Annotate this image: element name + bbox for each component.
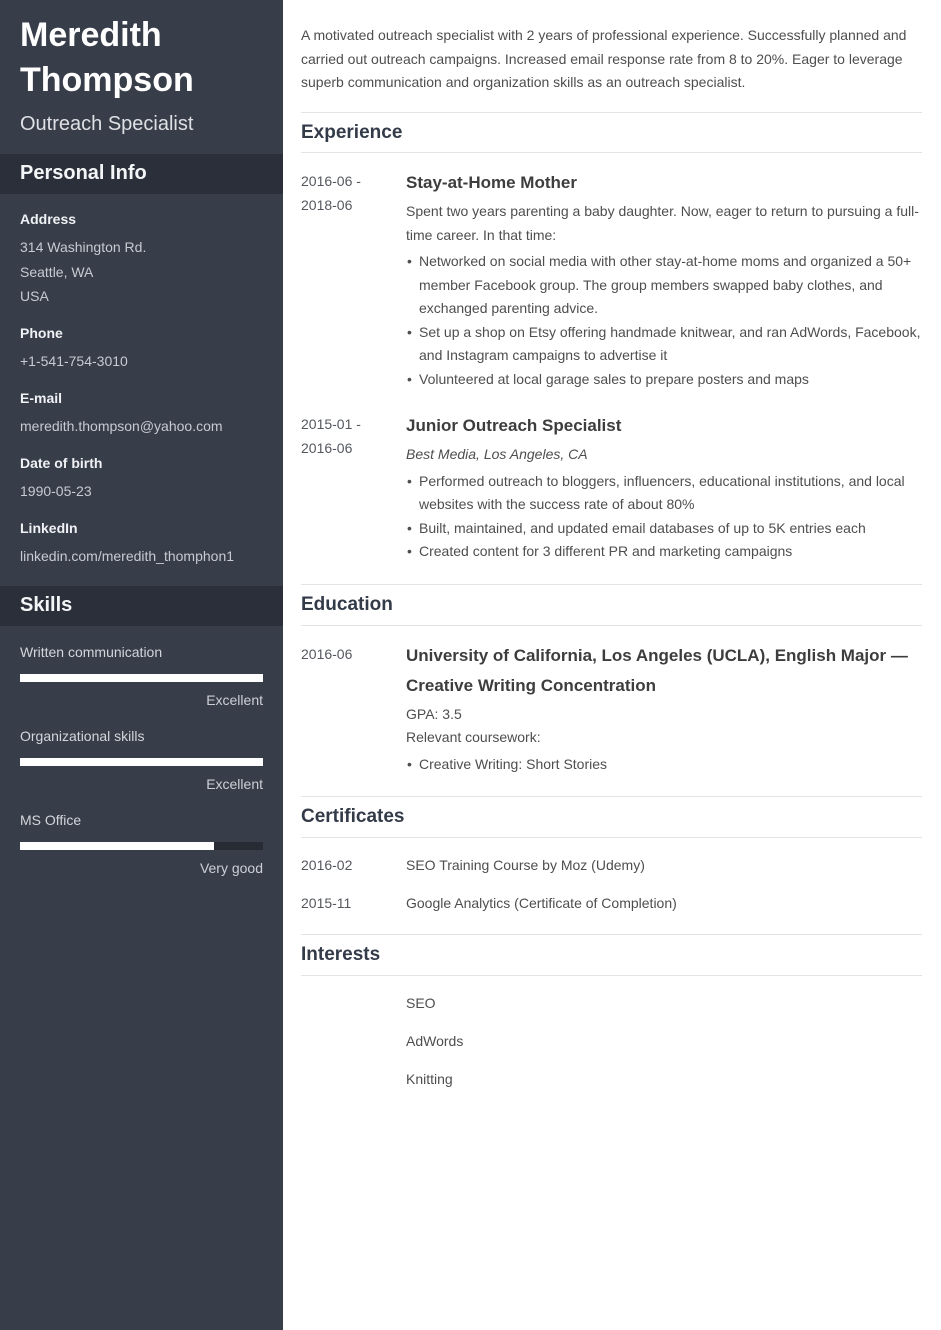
entry-date-from: 2015-01 - [301,416,361,433]
info-value: +1-541-754-3010 [20,352,128,369]
entry-date-from: 2016-06 - [301,173,361,190]
entry-company: Best Media, Los Angeles, CA [406,445,588,462]
skill-name: Written communication [20,643,163,660]
candidate-job-title: Outreach Specialist [20,113,194,136]
interest-date-spacer [301,1031,406,1052]
resume-sidebar [0,0,283,1330]
entry-bullet-list [406,250,922,391]
certificate-title: SEO Training Course by Moz (Udemy) [406,857,645,874]
entry-bullet: • Performed outreach to bloggers, influencers, educational institutions, and local websites with the success rate of about 80% [406,470,922,517]
entry-body [406,411,922,563]
section-experience [301,112,922,584]
interest-date-spacer [301,993,406,1014]
entry-bullet: • Created content for 3 different PR and marketing campaigns [406,540,922,564]
info-group-address [0,209,283,307]
entry-date-to: 2016-06 [301,439,353,456]
certificate-row [301,893,922,914]
info-label: Address [20,211,77,228]
section-heading-experience: Experience [301,112,922,154]
interest-item: SEO [406,995,436,1012]
certificate-date: 2015-11 [301,895,352,912]
info-group-phone [0,323,283,373]
entry-gpa: GPA: 3.5 [406,705,462,722]
entry-date-range [301,168,406,391]
interest-item: AdWords [406,1033,464,1050]
resume-main [283,0,941,1330]
certificate-row [301,855,922,876]
info-label: Date of birth [20,454,103,471]
personal-info-heading: Personal Info [0,154,283,194]
interest-item: Knitting [406,1071,453,1088]
info-value: meredith.thompson@yahoo.com [20,417,223,434]
entry-bullet: • Creative Writing: Short Stories [406,753,922,777]
section-interests [301,934,922,1110]
entry-body [406,641,922,777]
certificate-date: 2016-02 [301,857,353,874]
entry-title: Stay-at-Home Mother [406,173,577,193]
skill-bar [20,674,263,682]
section-heading-certificates: Certificates [301,796,922,838]
info-label: E-mail [20,389,63,406]
info-group-email [0,388,283,438]
skill-name: MS Office [20,812,82,829]
entry-bullet: • Built, maintained, and updated email databases of up to 5K entries each [406,517,922,541]
info-value: USA [20,287,49,304]
info-value: Seattle, WA [20,263,94,280]
interest-row [301,993,922,1014]
certificate-title: Google Analytics (Certificate of Completion) [406,895,677,912]
entry-bullet: • Volunteered at local garage sales to prepare posters and maps [406,368,922,392]
skill-bar [20,758,263,766]
section-education [301,584,922,797]
info-value: linkedin.com/meredith_thomphon1 [20,547,235,564]
certificates-body [301,855,922,934]
info-value: 314 Washington Rd. [20,239,147,256]
skill-item [0,811,283,878]
interests-body [301,993,922,1110]
entry-date-range [301,411,406,563]
education-entry [301,641,922,777]
skill-name: Organizational skills [20,728,145,745]
section-heading-education: Education [301,584,922,626]
candidate-name: Meredith Thompson [20,16,194,100]
skill-item [0,643,283,710]
skill-level: Excellent [206,691,263,708]
skill-level: Very good [199,859,263,876]
info-label: Phone [20,324,63,341]
interest-date-spacer [301,1069,406,1090]
section-heading-interests: Interests [301,934,922,976]
info-group-date-of-birth [0,453,283,503]
entry-date-to: 2018-06 [301,197,353,214]
entry-title: Junior Outreach Specialist [406,416,622,436]
entry-date-range [301,641,406,777]
entry-bullet: • Set up a shop on Etsy offering handmade knitwear, and ran AdWords, Facebook, and Instagram campaigns to advertise it [406,321,922,368]
entry-coursework-label: Relevant coursework: [406,729,541,746]
skill-bar-fill [20,842,214,850]
skill-bar [20,842,263,850]
info-label: LinkedIn [20,519,78,536]
interest-row [301,1069,922,1090]
education-body [301,641,922,797]
skill-bar-fill [20,674,263,682]
info-group-linkedin [0,518,283,568]
section-certificates [301,796,922,934]
interest-row [301,1031,922,1052]
skill-bar-fill [20,758,263,766]
experience-entry [301,411,922,563]
entry-date: 2016-06 [301,645,353,662]
entry-bullet-list [406,753,922,777]
summary-text: A motivated outreach specialist with 2 years of professional experience. Successfully planned and carried out outreach campaigns. Increased email response rate from 8 to 20%. Eager to leverage superb communication and organization skills as an outreach specialist. [301,27,907,91]
entry-title: University of California, Los Angeles (UCLA), English Major —Creative Writing Concentration [406,645,908,696]
skill-item [0,727,283,794]
skills-heading: Skills [0,586,283,626]
skill-level: Excellent [206,775,263,792]
entry-bullet: • Networked on social media with other stay-at-home moms and organized a 50+ member Facebook group. The group members swapped baby clothes, and exchanged parenting advice. [406,250,922,321]
entry-bullet-list [406,470,922,564]
entry-description: Spent two years parenting a baby daughter. Now, eager to return to pursuing a full-time career. In that time: [406,203,919,243]
info-value: 1990-05-23 [20,482,92,499]
experience-entry [301,168,922,391]
experience-body [301,168,922,583]
entry-body [406,168,922,391]
